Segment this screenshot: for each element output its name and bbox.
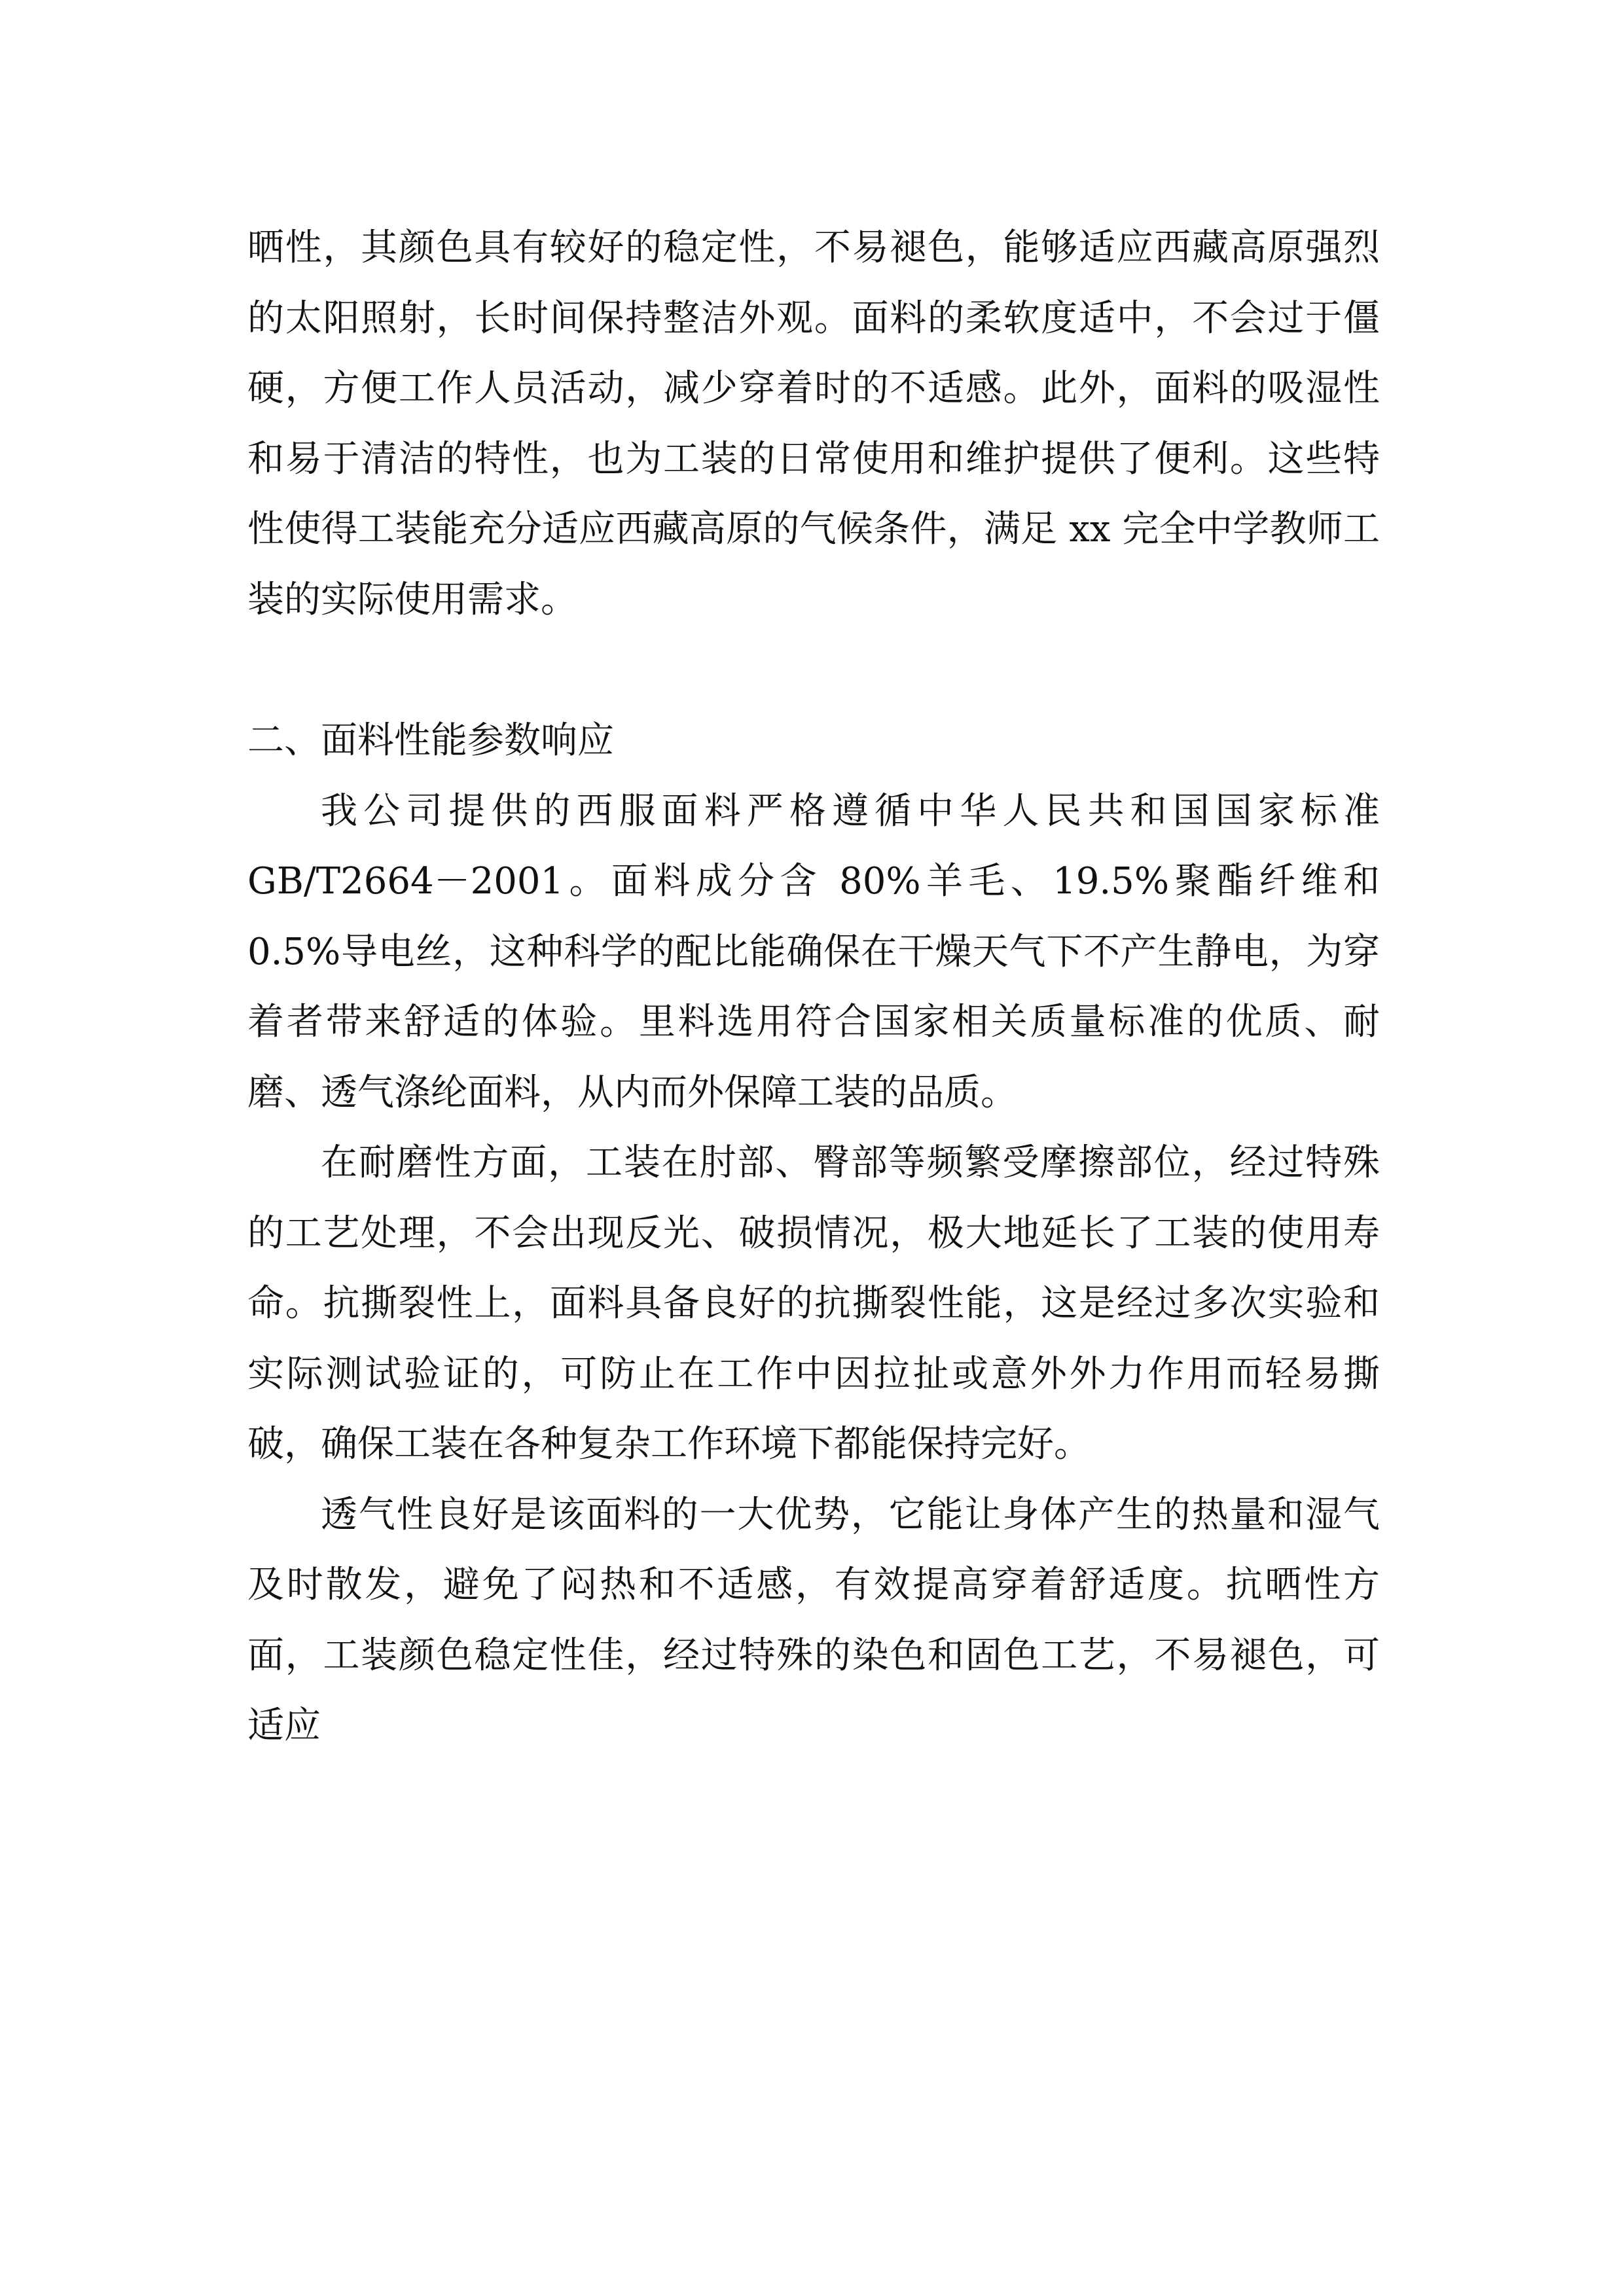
section-spacer (247, 635, 1380, 706)
section-heading: 二、面料性能参数响应 (247, 719, 614, 762)
paragraph-fabric-standard: 我公司提供的西服面料严格遵循中华人民共和国国家标准 GB/T2664－2001。面料成分含 80%羊毛、19.5%聚酯纤维和 0.5%导电丝，这种科学的配比能确保在干燥天气下不产生静电，为穿着者带来舒适的体验。里料选用符合国家相关质量标准的优质、耐磨、透气涤纶面料，从内而外保障工装的品质。 (247, 789, 1380, 1114)
paragraph-wear-resistance: 在耐磨性方面，工装在肘部、臀部等频繁受摩擦部位，经过特殊的工艺处理，不会出现反光、破损情况，极大地延长了工装的使用寿命。抗撕裂性上，面料具备良好的抗撕裂性能，这是经过多次实验和实际测试验证的，可防止在工作中因拉扯或意外外力作用而轻易撕破，确保工装在各种复杂工作环境下都能保持完好。 (247, 1141, 1380, 1465)
paragraph-breathability: 透气性良好是该面料的一大优势，它能让身体产生的热量和湿气及时散发，避免了闷热和不适感，有效提高穿着舒适度。抗晒性方面，工装颜色稳定性佳，经过特殊的染色和固色工艺，不易褪色，可适应 (247, 1493, 1380, 1747)
paragraph-continued: 晒性，其颜色具有较好的稳定性，不易褪色，能够适应西藏高原强烈的太阳照射，长时间保持整洁外观。面料的柔软度适中，不会过于僵硬，方便工作人员活动，减少穿着时的不适感。此外，面料的吸湿性和易于清洁的特性，也为工装的日常使用和维护提供了便利。这些特性使得工装能充分适应西藏高原的气候条件，满足 xx 完全中学教师工装的实际使用需求。 (247, 226, 1380, 621)
document-body (247, 213, 1380, 1761)
